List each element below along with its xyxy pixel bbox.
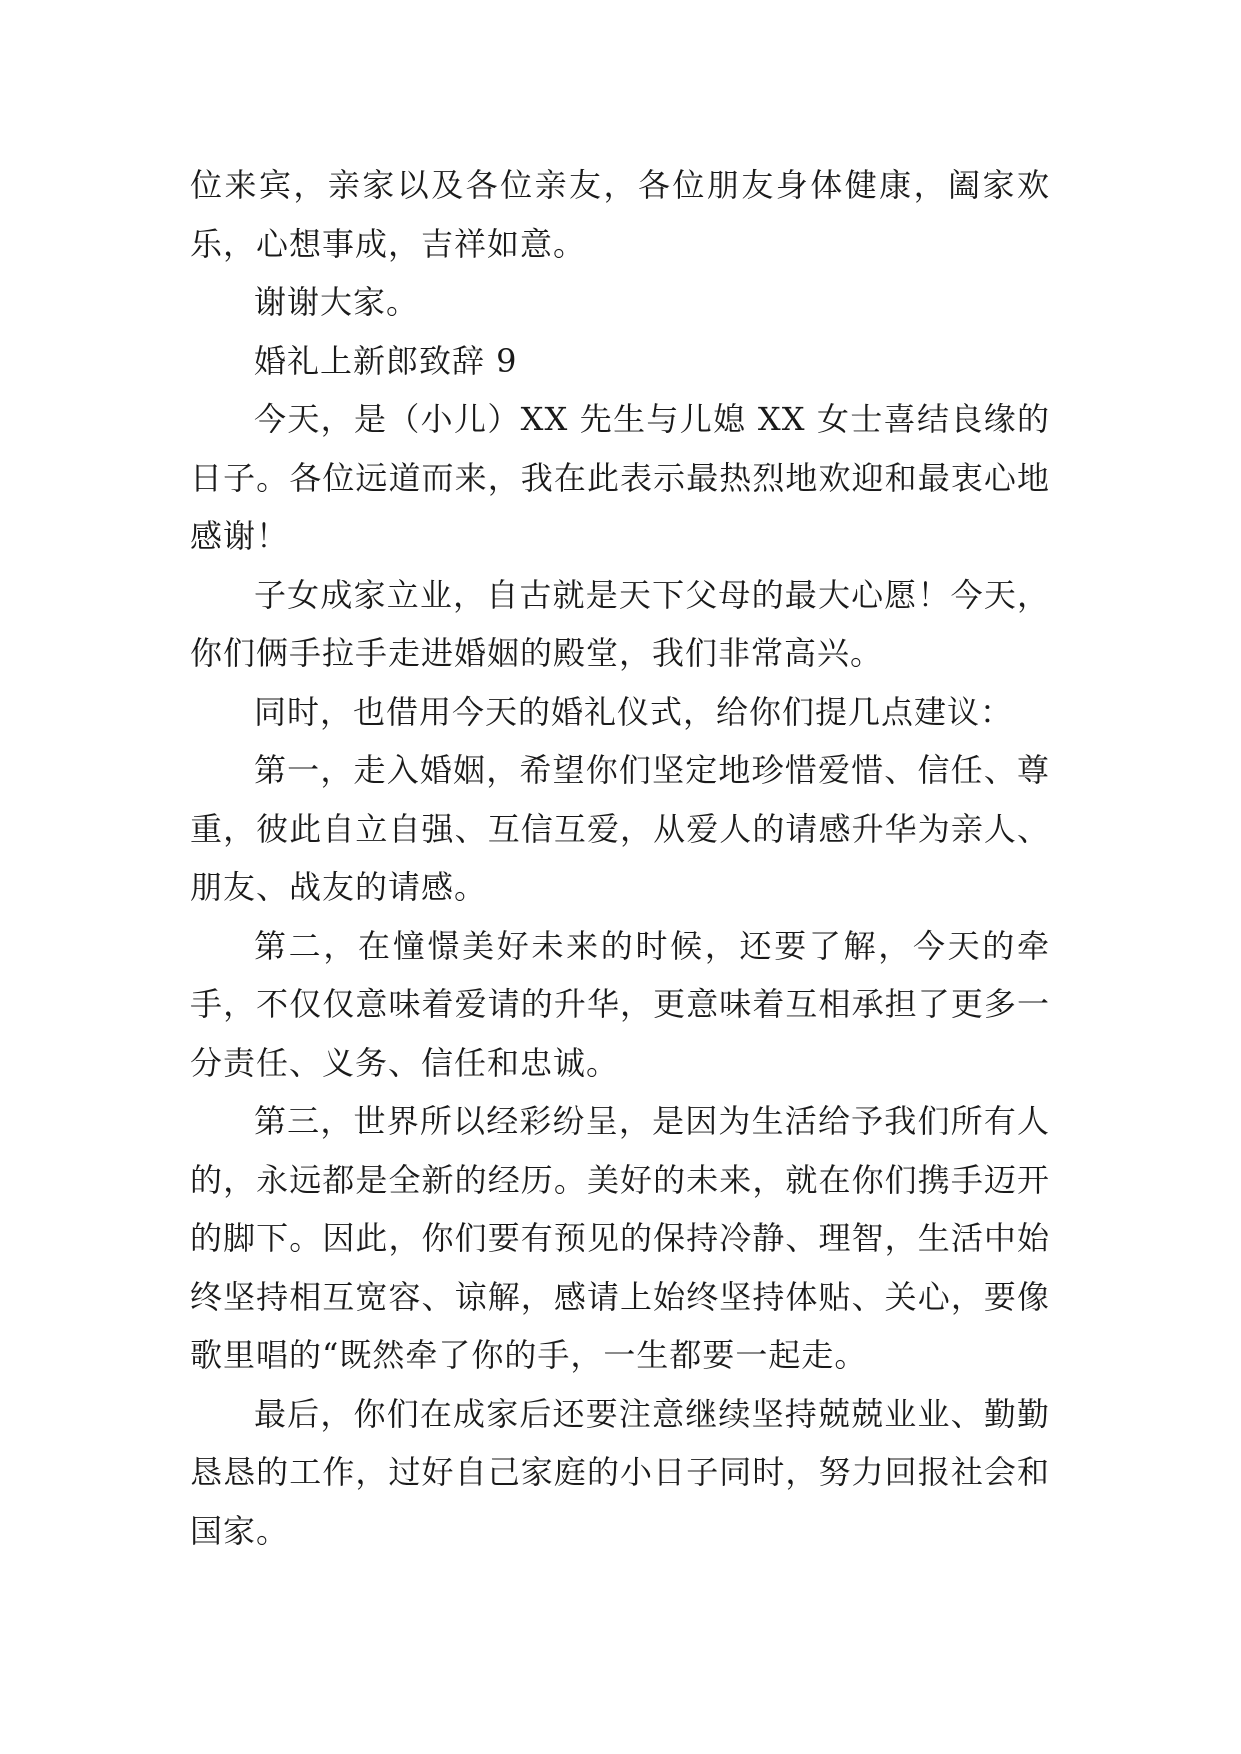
paragraph-first-point: 第一，走入婚姻，希望你们坚定地珍惜爱惜、信任、尊重，彼此自立自强、互信互爱，从爱人的请感升华为亲人、朋友、战友的请感。 [190,751,1050,906]
paragraph-second-point: 第二，在憧憬美好未来的时候，还要了解，今天的牵手，不仅仅意味着爱请的升华，更意味着互相承担了更多一分责任、义务、信任和忠诚。 [190,926,1050,1082]
paragraph-suggestions-intro: 同时，也借用今天的婚礼仪式，给你们提几点建议： [254,692,1014,731]
paragraph-closing-wishes: 位来宾，亲家以及各位亲友，各位朋友身体健康，阖家欢乐，心想事成，吉祥如意。 [190,166,1050,263]
paragraph-third-point: 第三，世界所以经彩纷呈，是因为生活给予我们所有人的，永远都是全新的经历。美好的未来，就在你们携手迈开的脚下。因此，你们要有预见的保持冷静、理智，生活中始终坚持相互宽容、谅解，感请上始终坚持体贴、关心，要像歌里唱的“既然牵了你的手，一生都要一起走。 [190,1102,1050,1374]
paragraph-welcome: 今天，是（小儿）XX 先生与儿媳 XX 女士喜结良缘的日子。各位远道而来，我在此表示最热烈地欢迎和最衷心地感谢！ [190,400,1050,555]
document-body [190,156,1050,1560]
section-heading: 婚礼上新郎致辞 9 [254,341,518,380]
paragraph-thanks: 谢谢大家。 [254,283,420,321]
paragraph-parents-wish: 子女成家立业，自古就是天下父母的最大心愿！今天，你们俩手拉手走进婚姻的殿堂，我们非常高兴。 [190,575,1050,672]
paragraph-final-point: 最后，你们在成家后还要注意继续坚持兢兢业业、勤勤恳恳的工作，过好自己家庭的小日子同时，努力回报社会和国家。 [190,1394,1050,1550]
